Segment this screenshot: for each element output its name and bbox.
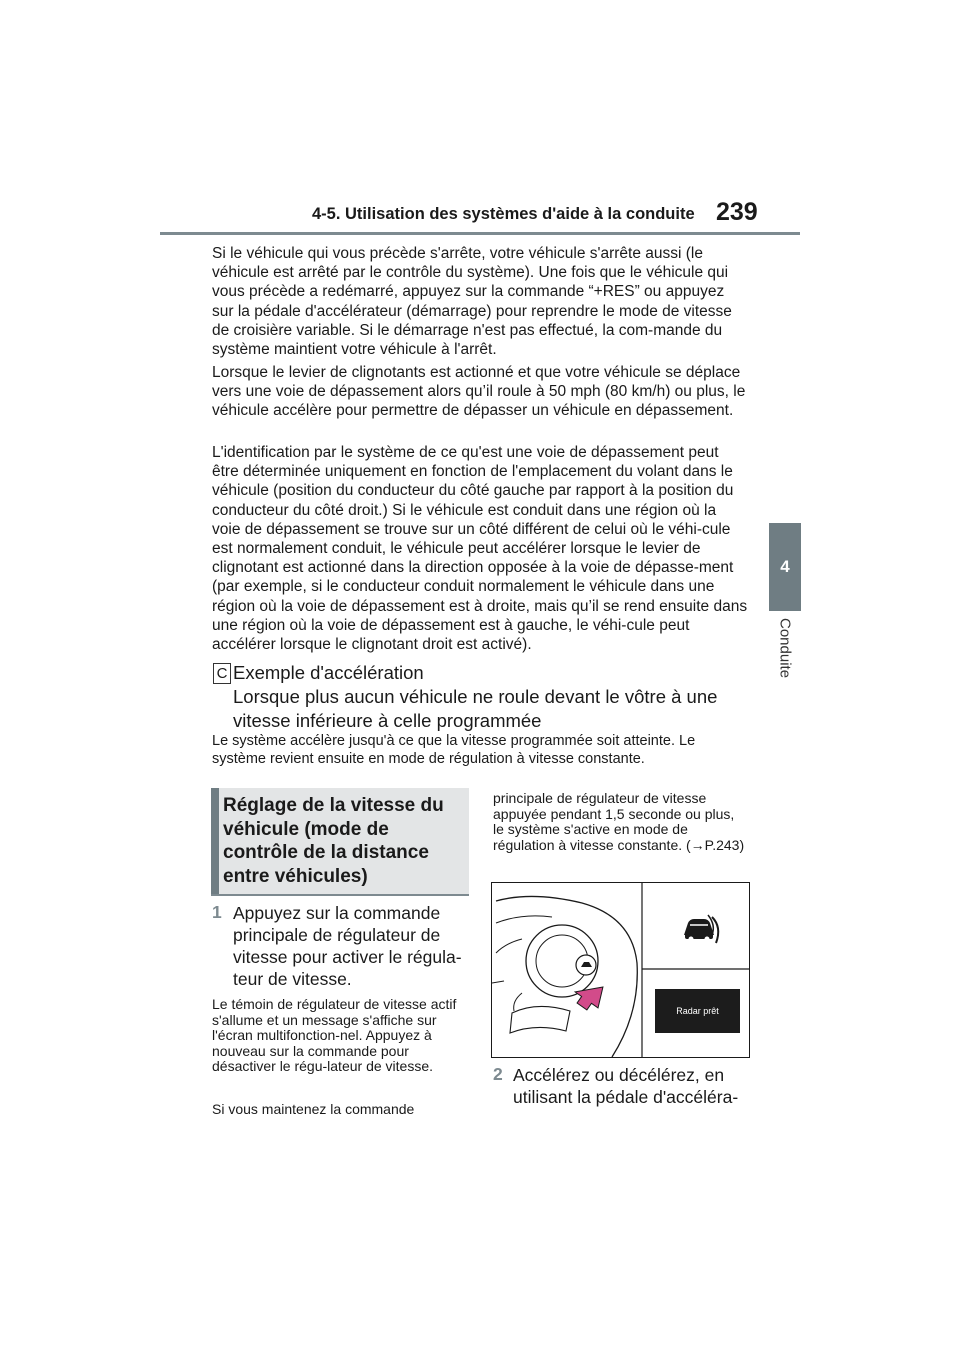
example-heading xyxy=(233,661,753,733)
page-number: 239 xyxy=(716,198,758,226)
example-heading-line2: Lorsque plus aucun véhicule ne roule devant le vôtre à une vitesse inférieure à celle programmée xyxy=(233,686,718,731)
step-text-2: Accélérez ou décélérez, en utilisant la pédale d'accéléra- xyxy=(513,1065,739,1107)
chapter-label: Conduite xyxy=(776,618,794,679)
header-rule xyxy=(160,232,800,235)
example-label-box: C xyxy=(213,663,231,684)
body-paragraph-3: L'identification par le système de ce qu'est une voie de dépassement peut être déterminée uniquement en fonction de l'emplacement du volant dans le véhicule (position du conducteur du côté gauche par rapport à la position du conducteur du côté droit.) Si le véhicule est conduit dans une région où la voie de dépassement se trouve sur un côté différent de celui où le véhi-cule est normalement conduit, le véhicule peut accélérer lorsque le levier de clignotant est actionné dans la direction opposée à la voie de dépasse-ment (par exemple, si le conducteur conduit normalement le véhicule dans une région où la voie de dépassement est à droite, mais qu’il se rend ensuite dans une région où la voie de dépassement est à gauche, le véhi-cule peut accélérer lorsque le clignotant droit est activé). xyxy=(212,444,748,654)
section-heading-box xyxy=(211,788,469,894)
body-paragraph-1: Si le véhicule qui vous précède s'arrête, votre véhicule s'arrête aussi (le véhicule est arrêté par le contrôle du système). Une fois que le véhicule qui vous précède a redémarré, appuyez sur la commande “+RES” ou appuyez sur la pédale d'accélérateur (démarrage) pour reprendre le mode de vitesse de croisière variable. Si le démarrage n'est pas effectué, la com-mande du système maintient votre véhicule à l'arrêt. xyxy=(212,245,732,359)
section-accent-bar xyxy=(211,788,219,894)
section-underline xyxy=(211,894,469,896)
steering-switch-figure xyxy=(491,882,750,1058)
body-paragraph-2: Lorsque le levier de clignotants est actionné et que votre véhicule se déplace vers une voie de dépassement alors qu’il roule à 50 mph (80 km/h) ou plus, le véhicule accélère pour permettre de dépasser un véhicule en dépassement. xyxy=(212,364,746,420)
step-text-1: Appuyez sur la commande principale de régulateur de vitesse pour activer le régula-teur de vitesse. xyxy=(233,903,462,989)
radar-ready-display: Radar prêt xyxy=(655,989,740,1033)
example-note: Le système accélère jusqu'à ce que la vitesse programmée soit atteinte. Le système revient ensuite en mode de régulation à vitesse constante. xyxy=(212,733,696,767)
chapter-tab: 4 xyxy=(769,523,801,611)
radar-cruise-icon xyxy=(684,915,718,943)
section-title: Réglage de la vitesse du véhicule (mode de contrôle de la distance entre véhicules) xyxy=(223,795,444,887)
step1-note: Le témoin de régulateur de vitesse actif s'allume et un message s'affiche sur l'écran multifonction-nel. Appuyez à nouveau sur la commande pour désactiver le régu-lateur de vitesse. xyxy=(212,996,457,1074)
example-heading-line1: Exemple d'accélération xyxy=(233,662,424,683)
step-number-1: 1 xyxy=(212,902,222,922)
step1-note-continued: principale de régulateur de vitesse appuyée pendant 1,5 seconde ou plus, le système s'active en mode de régulation à vitesse constante. (→P.243) xyxy=(493,790,745,853)
step-number-2: 2 xyxy=(493,1064,503,1084)
step1-note-hold: Si vous maintenez la commande xyxy=(212,1101,415,1117)
running-header: 4-5. Utilisation des systèmes d'aide à la conduite xyxy=(312,205,695,223)
